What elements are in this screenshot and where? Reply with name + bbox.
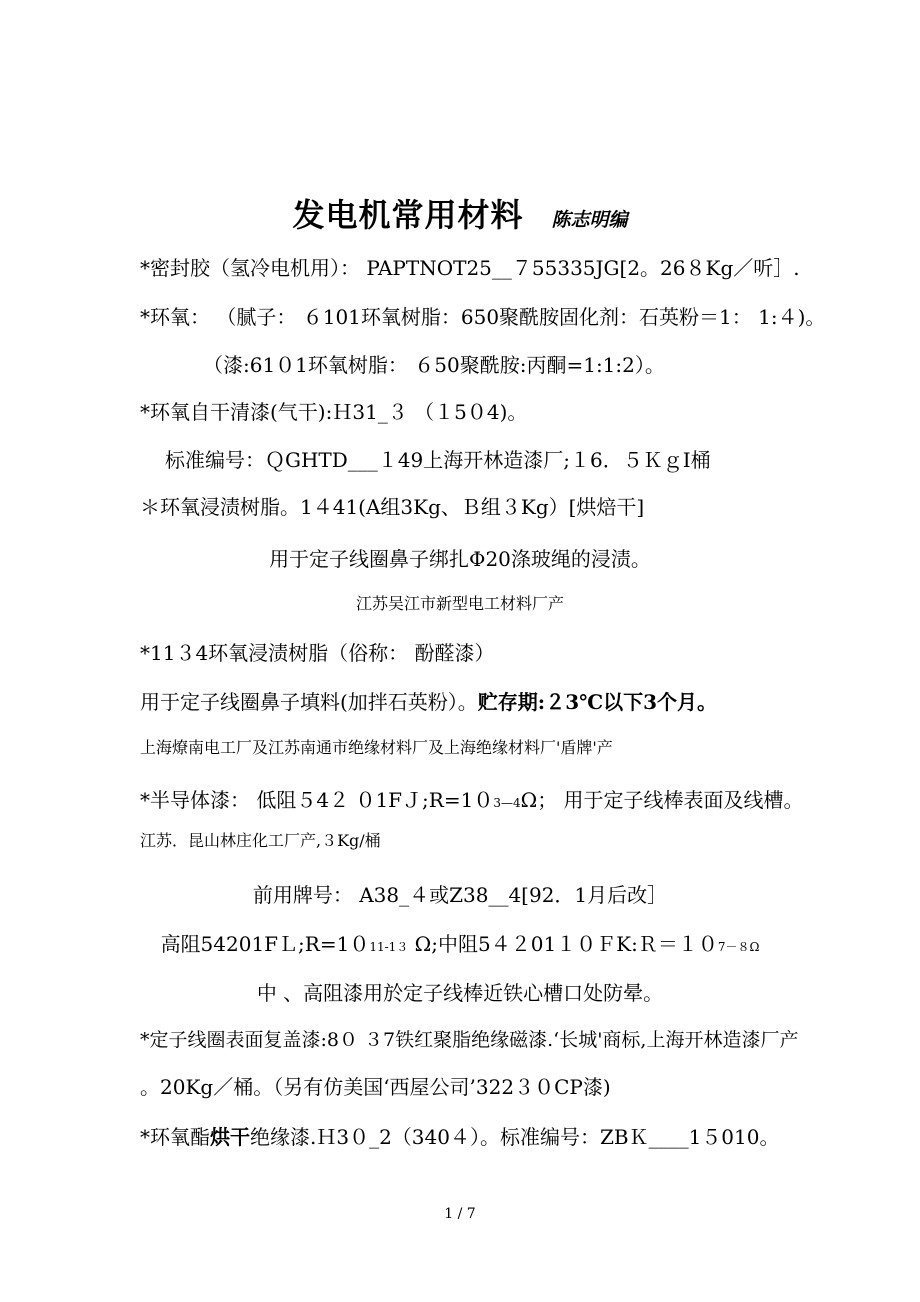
semiconductor-text-a: *半导体漆： 低阻５4２ ０1FＪ;R=1０ xyxy=(140,788,494,812)
line-resin-usage: 用于定子线圈鼻子绑扎Φ20涤玻绳的浸渍。 xyxy=(269,547,651,571)
line-former-grade: 前用牌号： A38_４或Z38__4[92．1月后改］ xyxy=(252,883,668,907)
line-epoxy-ester xyxy=(0,1122,920,1152)
line-standard-number: 标准编号：ＱGHTD___１49上海开林造漆厂;１6．５ＫｇⅠ桶 xyxy=(165,448,711,472)
line-epoxy-putty: *环氧： （腻子： ６101环氧树脂：650聚酰胺固化剂：石英粉＝1： 1:４)。 xyxy=(140,305,826,329)
storage-period: 贮存期:２3℃以下3个月。 xyxy=(477,690,717,714)
line-semiconductor-manufacturer: 江苏．昆山林庄化工厂产,３Kg/桶 xyxy=(140,831,381,850)
medium-resistance-text: Ω;中阻5４２01１０ＦK:Ｒ＝１０ xyxy=(408,932,718,956)
author-name: 陈志明编 xyxy=(551,209,628,231)
line-coating-package: 。20Kg／桶。（另有仿美国‘西屋公司’322３０CP漆) xyxy=(140,1075,611,1099)
line-1134-manufacturers: 上海燎南电工厂及江苏南通市绝缘材料厂及上海绝缘材料厂'盾牌'产 xyxy=(140,738,613,757)
usage-text: 用于定子线圈鼻子填料(加拌石英粉）。 xyxy=(140,690,478,714)
line-stator-coating: *定子线圈表面复盖漆:8０ ３7铁红聚脂绝缘磁漆.‘长城'商标,上海开林造漆厂产 xyxy=(140,1029,799,1051)
semiconductor-text-b: Ω； 用于定子线棒表面及线槽。 xyxy=(520,788,804,812)
baking-dry-label: 烘干 xyxy=(210,1125,250,1149)
epoxy-ester-label: *环氧酯 xyxy=(140,1125,210,1149)
resistance-exponent-low: 3—4 xyxy=(493,796,521,810)
title-row xyxy=(0,190,920,236)
high-resistance-text: 高阻54201FＬ;R=1０ xyxy=(160,932,370,956)
line-1134-usage xyxy=(0,687,920,717)
line-high-medium-resistance xyxy=(0,929,920,962)
epoxy-ester-text: 绝缘漆.Ｈ3０_2（340４）。标准编号：ZBＫ____1５010。 xyxy=(250,1125,780,1149)
line-epoxy-paint: （漆:61０1环氧树脂： ６50聚酰胺:丙酮=1:1:2）。 xyxy=(203,353,665,377)
page-number: 1 / 7 xyxy=(444,1206,476,1222)
page-title: 发电机常用材料 xyxy=(292,196,524,234)
line-1134-resin: *11３4环氧浸渍树脂（俗称： 酚醛漆） xyxy=(140,641,495,665)
line-anticorona-usage: 中 、高阻漆用於定子线棒近铁心槽口处防晕。 xyxy=(256,981,664,1005)
resistance-exponent-medium: 7－８Ω xyxy=(717,940,760,954)
resistance-exponent-high: 11-1３ xyxy=(369,940,409,954)
line-impregnating-resin: ＊环氧浸渍树脂。1４41(A组3Kg、Ｂ组３Kg）[烘焙干] xyxy=(140,495,645,519)
line-epoxy-clear-varnish: *环氧自干清漆(气干):Ｈ31_３ （１5０4)。 xyxy=(140,400,528,424)
line-resin-manufacturer: 江苏吴江市新型电工材料厂产 xyxy=(355,594,564,613)
line-semiconductor-paint xyxy=(0,785,920,818)
line-sealant: *密封胶（氢冷电机用）： PAPTNOT25__７55335JG[2。26８Kg／听］. xyxy=(140,256,800,280)
